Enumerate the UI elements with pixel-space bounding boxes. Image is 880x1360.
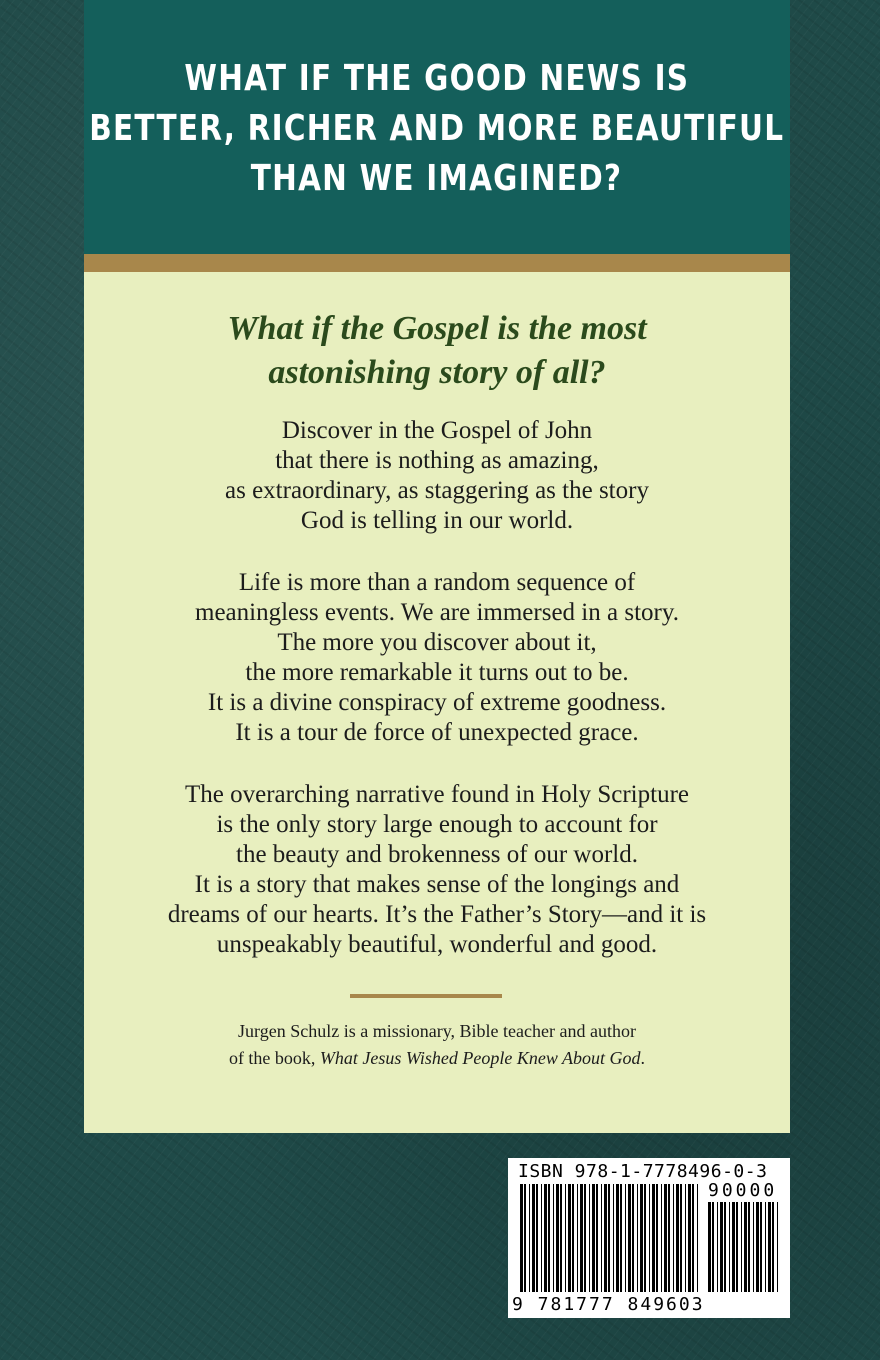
barcode-bar	[661, 1184, 662, 1292]
barcode-bar	[736, 1202, 738, 1292]
paragraph-3	[84, 780, 790, 960]
barcode-bar	[652, 1184, 655, 1292]
isbn-barcode	[508, 1158, 790, 1318]
barcode-bar	[620, 1184, 622, 1292]
barcode-bar	[613, 1184, 614, 1292]
barcode-bar	[772, 1202, 774, 1292]
barcode-bar	[753, 1202, 754, 1292]
gold-divider-band	[84, 254, 790, 272]
paragraph-2	[84, 568, 790, 748]
barcode-bar	[553, 1184, 554, 1292]
barcode-bar	[729, 1202, 730, 1292]
barcode-bar	[601, 1184, 602, 1292]
barcode-bar	[565, 1184, 566, 1292]
barcode-bar	[720, 1202, 723, 1292]
barcode-bar	[548, 1184, 550, 1292]
barcode-bar	[572, 1184, 574, 1292]
isbn-label: ISBN 978-1-7778496-0-3	[518, 1161, 768, 1182]
barcode-bar	[584, 1184, 586, 1292]
paragraph-line: The overarching narrative found in Holy Scripture	[185, 781, 689, 808]
barcode-bar	[544, 1184, 547, 1292]
paragraph-line: The more you discover about it,	[277, 629, 597, 656]
barcode-bar	[532, 1184, 535, 1292]
barcode-bar	[616, 1184, 619, 1292]
barcode-bar	[756, 1202, 759, 1292]
paragraph-line: It is a tour de force of unexpected grace.	[235, 719, 639, 746]
barcode-bar	[520, 1184, 523, 1292]
barcode-bar	[668, 1184, 670, 1292]
barcode-bar	[732, 1202, 735, 1292]
book-title: What Jesus Wished People Knew About God	[319, 1048, 641, 1068]
barcode-bar	[589, 1184, 590, 1292]
barcode-bar	[529, 1184, 530, 1292]
paragraph-line: as extraordinary, as staggering as the story	[225, 477, 649, 504]
tagline-line-1: What if the Gospel is the most	[227, 310, 647, 347]
barcode-bar	[596, 1184, 598, 1292]
barcode-bar	[649, 1184, 650, 1292]
barcode-bar	[556, 1184, 559, 1292]
paragraph-line: is the only story large enough to account for	[216, 811, 658, 838]
gold-rule	[350, 994, 502, 998]
barcode-bar	[724, 1202, 726, 1292]
barcode-bar	[673, 1184, 674, 1292]
barcode-bar	[760, 1202, 762, 1292]
headline-line-1: WHAT IF THE GOOD NEWS IS	[184, 58, 690, 99]
barcode-bar	[717, 1202, 718, 1292]
barcode-bar	[676, 1184, 679, 1292]
barcode-bar	[708, 1202, 711, 1292]
back-cover-panel	[84, 0, 790, 1133]
barcode-digits: 9 781777 849603	[512, 1294, 705, 1315]
author-bio-prefix: of the book,	[228, 1048, 320, 1068]
headline-line-2: BETTER, RICHER AND MORE BEAUTIFUL	[89, 108, 785, 149]
barcode-bar	[536, 1184, 538, 1292]
headline-line-3: THAN WE IMAGINED?	[251, 158, 623, 199]
paragraph-line: Life is more than a random sequence of	[238, 569, 636, 596]
barcode-bar	[744, 1202, 747, 1292]
paragraph-line: that there is nothing as amazing,	[275, 447, 599, 474]
barcode-bar	[625, 1184, 626, 1292]
barcode-bar	[628, 1184, 631, 1292]
barcode-bar	[568, 1184, 571, 1292]
barcode-bar	[524, 1184, 526, 1292]
tagline	[84, 307, 790, 395]
barcode-bar	[592, 1184, 595, 1292]
barcode-bar	[577, 1184, 578, 1292]
price-code: 90000	[708, 1180, 778, 1201]
paragraph-line: It is a story that makes sense of the longings and	[194, 871, 680, 898]
headline-banner	[84, 0, 790, 254]
barcode-bars	[520, 1184, 702, 1292]
barcode-bar	[664, 1184, 667, 1292]
author-bio-line-1: Jurgen Schulz is a missionary, Bible teacher and author	[238, 1021, 636, 1041]
author-bio-line-2	[84, 1045, 790, 1072]
paragraph-line: It is a divine conspiracy of extreme goodness.	[207, 689, 667, 716]
barcode-bar	[688, 1184, 691, 1292]
barcode-bar	[748, 1202, 750, 1292]
tagline-line-2: astonishing story of all?	[268, 354, 606, 391]
barcode-bar	[712, 1202, 714, 1292]
barcode-bar	[777, 1202, 778, 1292]
paragraph-line: Discover in the Gospel of John	[281, 417, 593, 444]
barcode-bar	[765, 1202, 766, 1292]
barcode-bar	[685, 1184, 686, 1292]
barcode-bar	[656, 1184, 658, 1292]
paragraph-line: unspeakably beautiful, wonderful and good.	[216, 931, 658, 958]
blurb-panel	[84, 272, 790, 1133]
author-bio	[84, 1018, 790, 1072]
barcode-bar	[541, 1184, 542, 1292]
barcode-bar	[608, 1184, 610, 1292]
barcode-bar	[604, 1184, 607, 1292]
paragraph-line: the more remarkable it turns out to be.	[245, 659, 629, 686]
barcode-bar	[637, 1184, 638, 1292]
author-bio-suffix: .	[640, 1048, 646, 1068]
barcode-bar	[768, 1202, 771, 1292]
paragraph-1	[84, 416, 790, 536]
barcode-bar	[560, 1184, 562, 1292]
barcode-bar	[644, 1184, 646, 1292]
paragraph-line: meaningless events. We are immersed in a story.	[195, 599, 679, 626]
barcode-bar	[680, 1184, 682, 1292]
barcode-bar	[741, 1202, 742, 1292]
barcode-bar	[692, 1184, 694, 1292]
paragraph-line: the beauty and brokenness of our world.	[236, 841, 638, 868]
addon-barcode-bars	[708, 1202, 782, 1292]
paragraph-line: God is telling in our world.	[300, 507, 574, 534]
barcode-bar	[640, 1184, 643, 1292]
barcode-bar	[580, 1184, 583, 1292]
barcode-bar	[697, 1184, 698, 1292]
paragraph-line: dreams of our hearts. It’s the Father’s Story—and it is	[167, 901, 707, 928]
barcode-bar	[632, 1184, 634, 1292]
